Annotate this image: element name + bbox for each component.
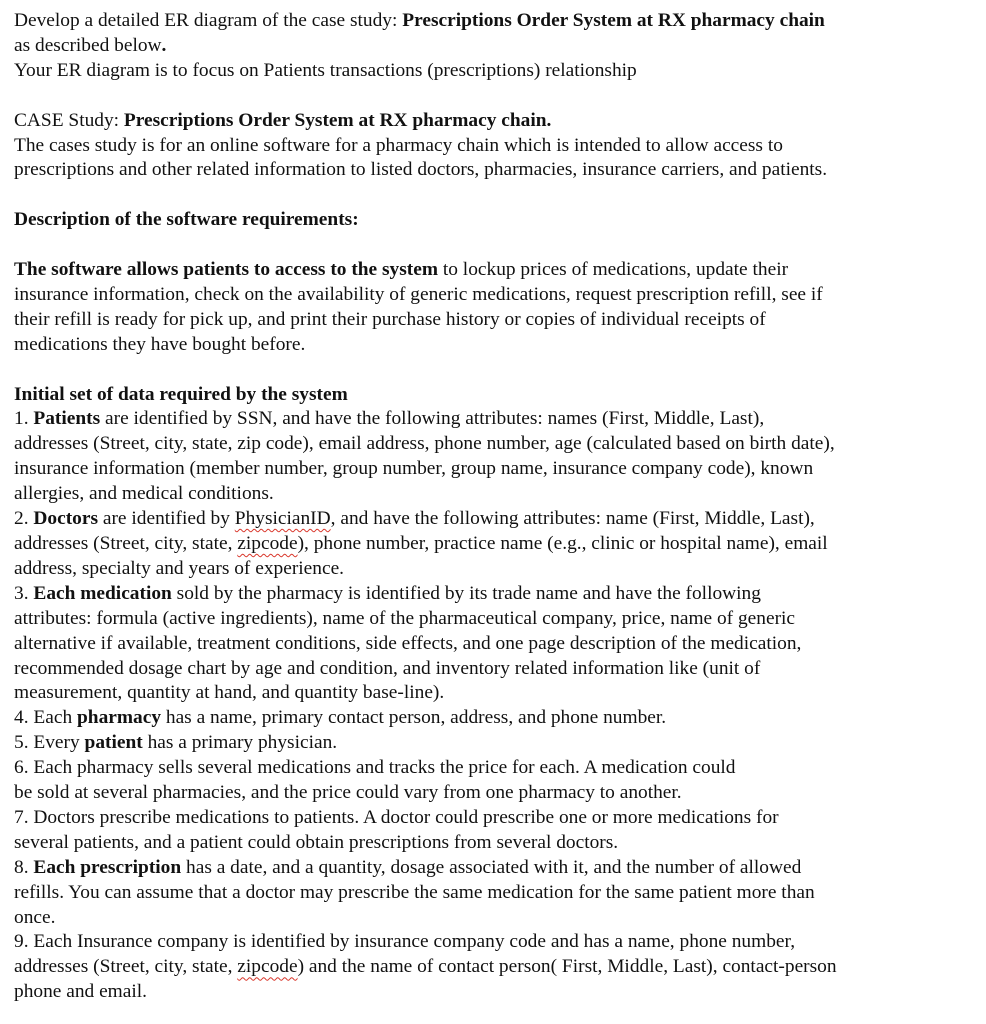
item-text: , and have the following attributes: name (First, Middle, Last), [330,508,815,530]
spellcheck-flagged-word: PhysicianID [234,508,331,530]
spellcheck-flagged-word: zipcode [237,532,298,554]
case-description-line-1: The cases study is for an online software for a pharmacy chain which is intended to allow access to [14,134,783,156]
intro-text: as described below [14,34,162,56]
requirements-line-2: insurance information, check on the availability of generic medications, request prescription refill, see if [14,283,823,305]
item-9-line-1: 9. Each Insurance company is identified by insurance company code and has a name, phone number, [14,931,796,953]
intro-line-1 [14,9,976,34]
item-text: 4. Each [14,707,77,729]
item-text: addresses (Street, city, state, [14,532,238,554]
item-keyword: Each medication [33,582,172,604]
item-2-line-1 [14,507,976,532]
case-description-line-2: prescriptions and other related information to listed doctors, pharmacies, insurance carriers, and patients. [14,159,828,181]
item-number: 8. [14,856,34,878]
requirements-line-3: their refill is ready for pick up, and print their purchase history or copies of individual receipts of [14,308,766,330]
item-7-line-2: several patients, and a patient could obtain prescriptions from several doctors. [14,831,619,853]
paragraph-gap [14,183,976,208]
item-3-line-4: recommended dosage chart by age and condition, and inventory related information like (unit of [14,657,761,679]
item-text: has a date, and a quantity, dosage associated with it, and the number of allowed [181,856,802,878]
case-title-inline: Prescriptions Order System at RX pharmacy chain [402,10,825,31]
item-text: are identified by [98,508,235,530]
item-3-line-3: alternative if available, treatment conditions, side effects, and one page description of the medication, [14,632,802,654]
item-keyword: pharmacy [77,707,162,729]
item-text: sold by the pharmacy is identified by its trade name and have the following [171,582,761,604]
paragraph-gap [14,233,976,258]
paragraph-gap [14,358,976,383]
item-3-line-2: attributes: formula (active ingredients), name of the pharmaceutical company, price, name of generic [14,607,796,629]
requirements-line-1 [14,258,976,283]
item-1-line-1 [14,407,976,432]
spellcheck-flagged-word: zipcode [237,956,298,978]
item-number: 3. [14,582,34,604]
document-body [14,9,976,1005]
item-number: 1. [14,408,34,430]
item-number: 2. [14,508,34,530]
item-2-line-3: address, specialty and years of experience. [14,557,345,579]
item-3-line-1 [14,582,976,607]
item-1-line-4: allergies, and medical conditions. [14,483,274,505]
case-study-label: CASE Study: [14,109,124,131]
case-study-title: Prescriptions Order System at RX pharmacy chain. [123,109,552,131]
item-keyword: patient [84,732,143,754]
item-text: ), phone number, practice name (e.g., clinic or hospital name), email [297,532,828,554]
intro-line-3: Your ER diagram is to focus on Patients transactions (prescriptions) relationship [14,59,637,81]
item-text: addresses (Street, city, state, [14,956,238,978]
item-8-line-1 [14,856,976,881]
item-text: has a primary physician. [142,732,338,754]
paragraph-gap [14,84,976,109]
intro-line-2 [14,34,976,59]
item-5 [14,731,976,756]
item-2-line-2 [14,532,976,557]
item-8-line-3: once. [14,906,56,928]
data-heading-text: Initial set of data required by the system [14,383,348,405]
item-text: has a name, primary contact person, address, and phone number. [161,707,667,729]
requirements-heading [14,208,976,233]
item-1-line-3: insurance information (member number, group number, group name, insurance company code), known [14,458,814,480]
item-9-line-2 [14,955,976,980]
requirements-line-4: medications they have bought before. [14,333,306,355]
item-8-line-2: refills. You can assume that a doctor may prescribe the same medication for the same patient more than [14,881,815,903]
item-4 [14,706,976,731]
item-text: 5. Every [14,732,85,754]
item-text: ) and the name of contact person( First, Middle, Last), contact-person [297,956,837,978]
item-keyword: Each prescription [33,856,182,878]
item-9-line-3: phone and email. [14,981,147,1003]
item-6-line-2: be sold at several pharmacies, and the price could vary from one pharmacy to another. [14,782,682,804]
item-6-line-1: 6. Each pharmacy sells several medications and tracks the price for each. A medication could [14,757,736,779]
item-1-line-2: addresses (Street, city, state, zip code), email address, phone number, age (calculated based on birth date), [14,433,835,455]
intro-period: . [161,34,167,56]
item-text: are identified by SSN, and have the following attributes: names (First, Middle, Last), [100,408,765,430]
item-3-line-5: measurement, quantity at hand, and quantity base-line). [14,682,445,704]
item-7-line-1: 7. Doctors prescribe medications to patients. A doctor could prescribe one or more medications for [14,806,779,828]
requirements-heading-text: Description of the software requirements: [14,209,359,231]
requirements-lead: The software allows patients to access to the system [14,259,439,281]
data-heading [14,383,976,408]
item-keyword: Doctors [33,508,99,530]
case-study-heading [14,109,976,134]
intro-text: Develop a detailed ER diagram of the case study: [14,10,403,31]
requirements-text: to lockup prices of medications, update their [438,259,789,281]
item-keyword: Patients [33,408,101,430]
